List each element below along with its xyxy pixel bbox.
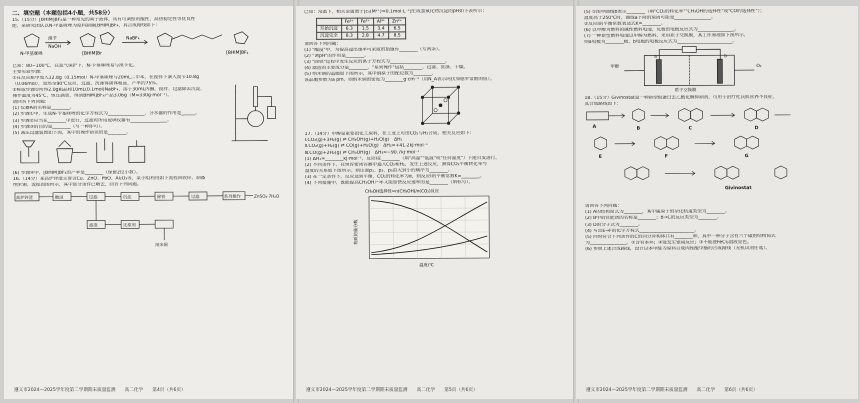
- flow-label: 纳米铜: [155, 241, 168, 248]
- q18-line: (5) 同时符合下列条件的C的同分异构体共有________种，其中一种分子含有六个碳的结构简式: [585, 233, 776, 240]
- q16-line: 16.（14分）某高炉锌渣主要含Cu、ZnO、PbO、Al₂O₃等，某小组利用如下流程回收锌，制备: [12, 175, 206, 182]
- q15-line: （0.06mol），加热至90℃反应，过滤，洗涤得固体粗品，产率约75%。: [12, 81, 161, 88]
- q18-line: (1) A的结构简式为________，其中碳原子的杂化轨道类型为________。: [585, 209, 730, 216]
- q16-line: 请回答下列问题：: [304, 41, 341, 48]
- synth-label: N-甲基咪唑: [20, 51, 43, 58]
- q17-line: (2) 不同条件下，在恒容密闭容器中通入CO₂和H₂，发生上述反应，测得CO₂平衡转化率与: [304, 161, 488, 168]
- exam-page-5: [296, 6, 574, 399]
- givinostat-synthesis-route: [585, 107, 851, 200]
- table-cell: 3.4: [373, 25, 388, 32]
- cell-label: 质子交换膜: [674, 88, 697, 93]
- reaction-apparatus-diagram: [227, 83, 287, 145]
- section-title: 二、填空题（本题包括4小题，共58分）: [12, 10, 114, 17]
- q17-line: Ⅱ.CO₂(g)+H₂(g) ⇌ CO(g)+H₂O(g) ΔH₂=+41.2kJ·mol⁻¹: [304, 143, 428, 150]
- table-cell: 8.3: [341, 32, 357, 39]
- precipitation-ph-table: [316, 17, 406, 39]
- q15-line: 15.（15分）[BHIM]BF₄是一种常见的离子液体，具有可调控的酸性、高热稳定性等优良性: [12, 16, 196, 23]
- route-label: B: [636, 127, 641, 133]
- route-label: F: [664, 154, 668, 160]
- q15-line: (5) 减压过滤装置如下图，其中的操作错误的是________。: [12, 129, 131, 136]
- q15-line: 已知：80~100℃、在氮气保护下，N-苄基咪唑易与溴苄化。: [12, 63, 138, 70]
- q18-line: (6) 参照上述合成路线，设计以苯甲醛为原料合成肉桂酸甲酯的合成路线（无机试剂任选）。: [585, 245, 771, 252]
- table-cell: 沉淀完全: [317, 32, 342, 39]
- q17-line: 温度的关系如下图所示。则压强p₁、p₂、p₃由大到小的顺序为________。: [304, 167, 453, 174]
- route-label: A: [592, 125, 597, 131]
- q15-line: (6) 步骤④中，[BHIM]BF₄的产率是________（保留2位小数）。: [12, 169, 141, 176]
- table-row: [317, 32, 406, 39]
- q16-line: 纳米铜，流程如图所示，其中部分条件已略去，回答下列问题。: [12, 182, 142, 188]
- flow-label: 酸浸: [54, 194, 64, 200]
- temperature-fraction-graph: [345, 186, 505, 271]
- cell-label: a: [654, 54, 657, 60]
- q17-line: (4) 下列措施中，既能提高CH₃OH产率又能加快反应速率的是________（填标号）。: [304, 179, 474, 186]
- fuel-cell-diagram: [604, 45, 804, 92]
- flow-label: 过滤: [190, 193, 200, 199]
- table-cell: 1.5: [357, 25, 373, 32]
- q17-line: 温度高于250℃时，曲线a下降的原因可能是________________。: [584, 15, 716, 22]
- q16-line: (3) "除铁"过程中发生反应的离子方程式为________________________。: [304, 59, 450, 66]
- table-header: Fe³⁺: [341, 18, 357, 25]
- table-cell: 开始沉淀: [317, 25, 342, 32]
- q15-line: ②称取步骤①所得2.0g粗品和10mL(0.1mol)NaBF₄，溶于30mL丙酮，搅拌、过滤除去沉淀，: [12, 87, 205, 94]
- flow-label: 沉淀: [122, 194, 132, 200]
- flow-label: 系列操作: [223, 193, 241, 199]
- flow-label: 滤渣: [89, 222, 98, 228]
- q18-line: 18.（15分）Givinostat是一种新型组蛋白去乙酰化酶抑制剂，可用于治疗杜氏肌营养不良症，: [584, 95, 778, 102]
- q15-line: ①在反应瓶中加入12.8g（0.15mol）N-甲基咪唑与20mL二甲苯，在搅拌下滴入溴苄10.8g: [12, 75, 200, 82]
- flow-label: 还原剂: [123, 222, 136, 228]
- q15-line: (2) 步骤①中，生成N-苄基咪唑的化学方程式为________________，分水器的作用是______。: [12, 111, 200, 118]
- table-header: Al³⁺: [373, 18, 388, 25]
- route-label: D: [754, 126, 759, 132]
- q16-line: (4) 滤渣的主要成分是________，"系列操作"包括________、过滤、洗涤、干燥。: [304, 65, 469, 72]
- page-footer: 遵义市2024—2025学年度第二学期期末质量监测 高二化学 第6页（共6页）: [586, 388, 758, 393]
- q17-line: (6) 以甲醇为燃料的碱性燃料电池，负极的电极反应式为________________。: [584, 27, 740, 34]
- q15-line: (1) 仪器A的名称是________。: [12, 106, 75, 112]
- cell-label: 甲醇: [610, 65, 620, 71]
- table-cell: 6.3: [341, 25, 357, 32]
- route-label: Givinostat: [724, 186, 752, 192]
- q18-line: 其合成路线如下：: [584, 102, 622, 108]
- table-cell: 2.8: [357, 32, 373, 39]
- q15-line: 操作温度为45℃，恒压滴加，得到BHIM]BF₄产品3.06g（M=330g·mol⁻¹）。: [12, 93, 173, 100]
- q17-line: (3) 在一定条件下，反应达到平衡，CO₂的转化率为α，则反应Ⅰ的平衡常数K=________。: [304, 173, 485, 180]
- q18-line: (4) 写出E→F的化学方程式________________________。: [585, 227, 700, 234]
- graph-ylabel: 物质的量分数: [353, 219, 359, 245]
- table-header: Zn²⁺: [389, 18, 406, 25]
- exam-page-6: [576, 6, 858, 399]
- synth-label: 溴苄: [48, 36, 57, 42]
- graph-xlabel: 温度/℃: [419, 262, 434, 268]
- q15-line: 主要实验步骤：: [12, 69, 45, 76]
- q16-line: (1) "酸浸"中，为提高浸出速率可采取的措施有________（写两条）。: [304, 47, 443, 54]
- q17-line: ②反应Ⅰ的平衡常数表达式K=________。: [584, 21, 666, 28]
- table-cell: 6.5: [389, 25, 406, 32]
- flow-label: 高炉锌渣: [15, 194, 33, 200]
- q17-line: (1) ΔH₁=________kJ·mol⁻¹，反应Ⅰ在________（填"高温""低温"或"任何温度"）下能自发进行。: [304, 155, 500, 162]
- cell-label: O₂: [756, 64, 762, 70]
- q16-table-intro: 已知：常温下，相关金属离子[c₀(M²⁺)=0.1mol·L⁻¹]生成氢氧化物沉淀的pH如下表所示：: [304, 9, 487, 15]
- graph-title: CH₃OH选择性=n(CH₃OH)/n(CO₂)反应: [364, 188, 439, 194]
- synth-label: NaBF₄: [126, 36, 140, 42]
- cell-label: b: [724, 54, 728, 60]
- table-cell: 4.7: [373, 32, 388, 39]
- q16-line: (2) "调pH"的作用是________。: [304, 53, 369, 60]
- q18-line: 请回答下列问题：: [585, 204, 622, 210]
- table-cell: 8.5: [389, 32, 406, 39]
- q17-line: (5) ①图中曲线b表示________（填"CO₂的转化率""CH₃OH的选择性"或"CO的选择性"）；: [584, 9, 765, 15]
- route-label: C: [688, 126, 693, 132]
- q17-line: (7) 一种新型燃料电池以甲醇为燃料，采用质子交换膜，其工作原理如下图所示，: [584, 33, 749, 40]
- q15-line: 请回答下列问题：: [12, 100, 50, 106]
- flow-label: ZnSO₄·7H₂O: [253, 193, 280, 199]
- filtration-setup-diagram: [13, 136, 163, 167]
- synth-label: [BHIM]Br: [82, 51, 102, 57]
- copper-unit-cell-diagram: [414, 83, 474, 127]
- page-footer: 遵义市2024—2025学年度第二学期期末质量监测 高二化学 第4页（共6页）: [14, 388, 186, 393]
- recovery-flow-diagram: [13, 187, 285, 252]
- q18-line: (3) D的分子式为________。: [585, 222, 643, 228]
- q16-line: 该晶胞参数为a pm，则纳米铜的密度为________g·cm⁻³（用N_A表示阿伏加德罗常数的值）。: [304, 77, 495, 84]
- q15-line: (3) 步骤②应当在________中进行，过滤时所用玻璃仪器有________________。: [12, 117, 172, 124]
- exam-page-4: [4, 6, 294, 399]
- q17-line: Ⅲ.CO(g)+2H₂(g) ⇌ CH₃OH(g) ΔH₃=−90.7kJ·mol⁻¹: [304, 149, 420, 156]
- table-header: Fe²⁺: [357, 18, 373, 25]
- q18-line: (2) B中的官能团的名称是________；B→C的反应类型为________。: [585, 215, 722, 222]
- synthesis-route-diagram: [12, 29, 282, 60]
- q16-line: (5) 纳米铜的晶胞如下图所示，其中铜原子的配位数为________，: [304, 71, 437, 78]
- synth-label: NaOH: [48, 44, 61, 50]
- page-footer: 遵义市2024—2025学年度第二学期期末质量监测 高二化学 第5页（共6页）: [306, 388, 478, 393]
- synth-label: [BHIM]BF₄: [226, 50, 249, 56]
- route-label: E: [598, 155, 602, 161]
- flow-label: 除铁: [156, 193, 166, 199]
- route-label: G: [744, 154, 749, 160]
- q15-line: (4) 步骤③的目的是________（写一种即可）。: [12, 124, 106, 130]
- q17-line: Ⅰ.CO₂(g)+3H₂(g) ⇌ CH₃OH(g)+H₂O(g) ΔH₁: [304, 137, 403, 144]
- flow-label: 过滤: [88, 194, 98, 200]
- q18-line: 为________________。①含有苯环；②能发生银镜反应；③不能使FeCl₃溶液显色。: [585, 239, 752, 246]
- q15-line: 能，某研究团队以N-甲基咪唑为原料制备[BHIM]BF₄，其合成路线如下：: [12, 23, 160, 30]
- q17-line: 17.（14分）甲醇是重要的化工原料，在工业上可由CO₂与H₂合成，相关反应如下：: [304, 131, 475, 138]
- q17-line: 则a电极为________极，b电极的电极反应式为________________________。: [584, 39, 737, 46]
